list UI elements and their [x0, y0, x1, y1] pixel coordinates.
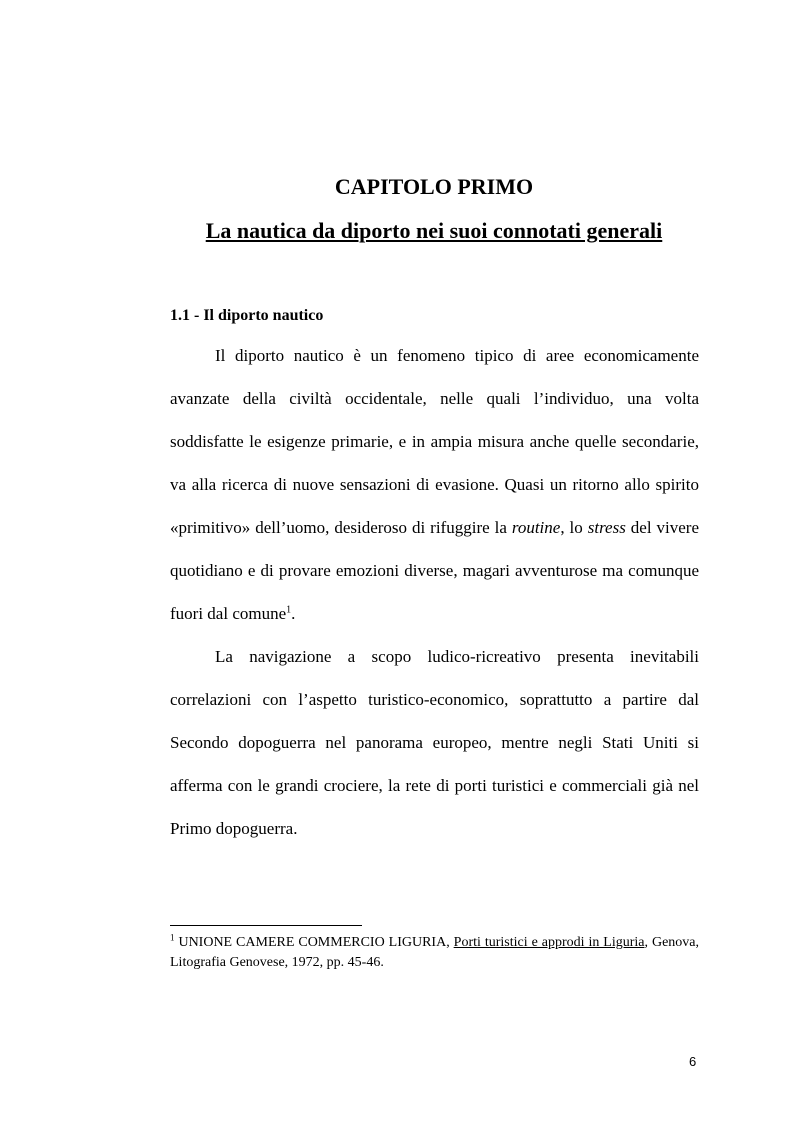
footnote-number: 1: [170, 932, 175, 943]
paragraph-2-text: La navigazione a scopo ludico-ricreativo presenta inevitabili correlazioni con l’aspetto turistico-economico, soprattutto a partire dal Secondo dopoguerra nel panorama europeo, mentre negli Stati Uniti si afferma con le grandi crociere, la rete di porti turistici e commerciali già nel Primo dopoguerra.: [170, 647, 699, 838]
paragraph-1: [170, 334, 699, 635]
paragraph-1-text-a: Il diporto nautico è un fenomeno tipico di aree economicamente avanzate della civiltà occidentale, nelle quali l’individuo, una volta soddisfatte le esigenze primarie, e in ampia misura anche quelle secondarie, va alla ricerca di nuove sensazioni di evasione. Quasi un ritorno allo spirito «primitivo» dell’uomo, desideroso di rifuggire la: [170, 346, 699, 537]
footnote-reference[interactable]: 1: [286, 604, 292, 616]
footnote-separator: [170, 925, 362, 926]
paragraph-1-text-c: del vivere quotidiano e di provare emozioni diverse, magari avventurose ma comunque fuori dal comune: [170, 518, 700, 623]
paragraph-1-routine: routine: [511, 518, 561, 537]
paragraph-1-end: .: [291, 604, 296, 623]
footnote: [170, 933, 699, 973]
footnote-rest: , Genova, Litografia Genovese, 1972, pp. 45-46.: [170, 935, 699, 970]
chapter-heading: CAPITOLO PRIMO: [334, 174, 534, 199]
footnote-title: Porti turistici e approdi in Liguria: [453, 935, 645, 950]
chapter-subtitle: La nautica da diporto nei suoi connotati generali: [205, 218, 663, 243]
section-heading: 1.1 - Il diporto nautico: [170, 307, 324, 324]
page-number: 6: [689, 1054, 697, 1069]
paragraph-1-stress: stress: [587, 518, 626, 537]
footnote-author: UNIONE CAMERE COMMERCIO LIGURIA,: [178, 935, 454, 950]
paragraph-2: [170, 635, 699, 850]
paragraph-1-text-b: , lo: [560, 518, 588, 537]
